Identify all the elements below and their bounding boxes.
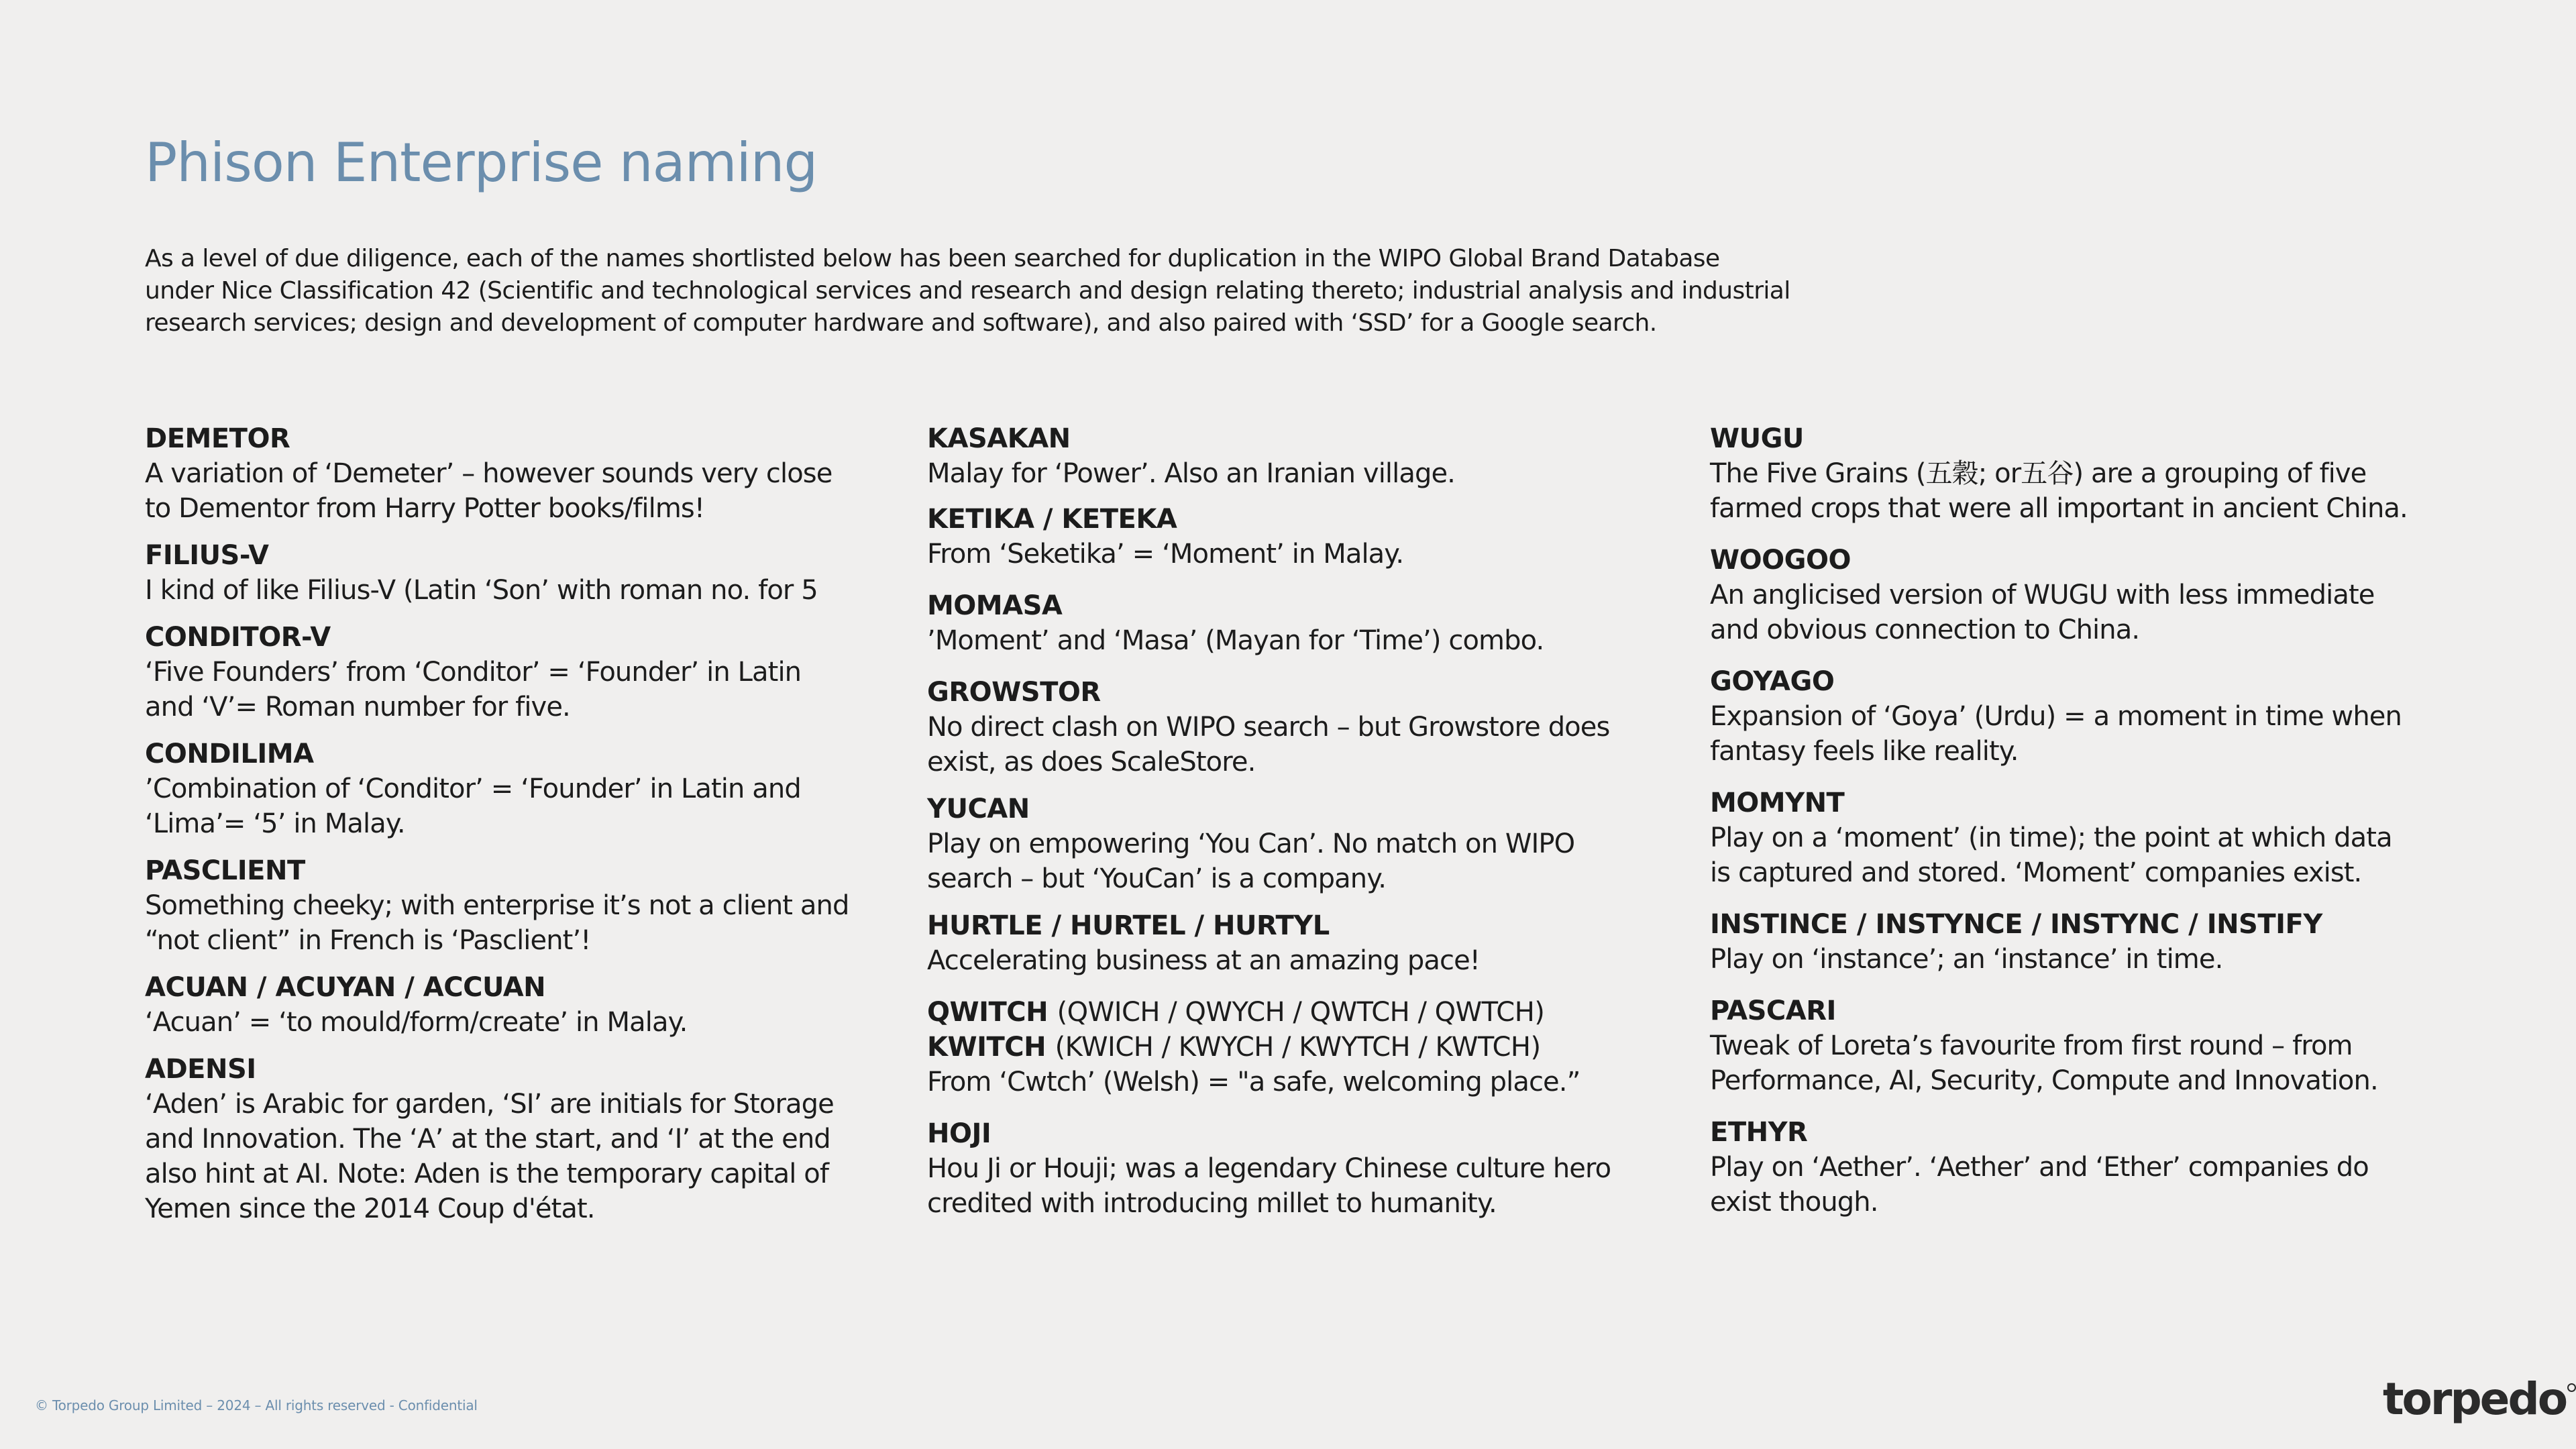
intro-line: research services; design and development of computer hardware and software), and also paired with ‘SSD’ for a Google search.: [145, 309, 1657, 337]
desc-line: fantasy feels like reality.: [1710, 736, 2019, 767]
entry-name: YUCAN: [927, 794, 1030, 824]
entry-name: HOJI: [927, 1118, 991, 1149]
name-entry: [145, 620, 869, 724]
entry-name-variants: (KWICH / KWYCH / KWYTCH / KWTCH): [1055, 1032, 1541, 1063]
desc-line: ‘Lima’= ‘5’ in Malay.: [145, 808, 405, 839]
desc-line: ’Moment’ and ‘Masa’ (Mayan for ‘Time’) combo.: [927, 625, 1544, 656]
entry-name: PASCARI: [1710, 996, 1836, 1026]
desc-line: and ‘V’= Roman number for five.: [145, 692, 570, 722]
intro-paragraph: [145, 243, 1835, 339]
entry-description: [1710, 699, 2434, 769]
names-column-1: [145, 421, 869, 1226]
entry-name: CONDILIMA: [145, 739, 314, 769]
entry-name: GROWSTOR: [927, 677, 1101, 708]
desc-line: The Five Grains (五穀; or五谷) are a grouping of five: [1710, 458, 2367, 489]
entry-description: [927, 710, 1652, 780]
desc-line: Expansion of ‘Goya’ (Urdu) = a moment in time when: [1710, 701, 2402, 732]
desc-line: Play on a ‘moment’ (in time); the point at which data: [1710, 822, 2392, 853]
desc-line: ’Combination of ‘Conditor’ = ‘Founder’ in Latin and: [145, 773, 801, 804]
entry-description: [927, 623, 1652, 658]
entry-name: KETIKA / KETEKA: [927, 504, 1177, 535]
entry-name: HURTLE / HURTEL / HURTYL: [927, 910, 1330, 941]
name-entry: [1710, 664, 2434, 769]
entry-description: [1710, 1150, 2434, 1220]
entry-name: PASCLIENT: [145, 855, 305, 886]
entry-description: [1710, 820, 2434, 890]
entry-name: KASAKAN: [927, 423, 1071, 454]
name-entry: [927, 675, 1652, 780]
desc-line: Play on ‘instance’; an ‘instance’ in time.: [1710, 944, 2223, 975]
entry-description: [1710, 578, 2434, 647]
desc-line: also hint at AI. Note: Aden is the temporary capital of: [145, 1159, 828, 1189]
entry-name-primary: KWITCH: [927, 1032, 1046, 1063]
entry-description: [927, 1065, 1652, 1099]
name-entry: [1710, 907, 2434, 977]
desc-line: I kind of like Filius-V (Latin ‘Son’ with roman no. for 5: [145, 575, 818, 606]
entry-name: INSTINCE / INSTYNCE / INSTYNC / INSTIFY: [1710, 909, 2322, 940]
desc-line: and obvious connection to China.: [1710, 614, 2140, 645]
desc-line: is captured and stored. ‘Moment’ companies exist.: [1710, 857, 2362, 888]
torpedo-logo: [2383, 1373, 2576, 1426]
desc-line: Hou Ji or Houji; was a legendary Chinese culture hero: [927, 1153, 1611, 1184]
name-entry: [927, 502, 1652, 572]
name-entry: [1710, 994, 2434, 1098]
entry-name: GOYAGO: [1710, 666, 1835, 697]
desc-line: Malay for ‘Power’. Also an Iranian village.: [927, 458, 1455, 489]
desc-line: An anglicised version of WUGU with less immediate: [1710, 580, 2375, 610]
name-entry: [145, 1052, 869, 1226]
entry-name: [927, 995, 1652, 1030]
intro-line: As a level of due diligence, each of the names shortlisted below has been searched for duplication in the WIPO Global Brand Database: [145, 245, 1720, 272]
desc-line: From ‘Cwtch’ (Welsh) = "a safe, welcoming place.”: [927, 1067, 1580, 1097]
desc-line: exist, as does ScaleStore.: [927, 747, 1256, 777]
entry-name: DEMETOR: [145, 423, 290, 454]
entry-description: [927, 537, 1652, 572]
desc-line: A variation of ‘Demeter’ – however sounds very close: [145, 458, 833, 489]
entry-description: [145, 456, 869, 526]
entry-name-primary: QWITCH: [927, 997, 1049, 1028]
desc-line: exist though.: [1710, 1187, 1878, 1218]
desc-line: Tweak of Loreta’s favourite from first round – from: [1710, 1030, 2353, 1061]
page-title: Phison Enterprise naming: [145, 131, 818, 194]
entry-name: WOOGOO: [1710, 545, 1851, 576]
logo-wordmark: torpedo: [2383, 1373, 2567, 1425]
entry-description: [927, 456, 1652, 491]
entry-name: ADENSI: [145, 1054, 256, 1085]
desc-line: Play on ‘Aether’. ‘Aether’ and ‘Ether’ companies do: [1710, 1152, 2369, 1183]
name-entry: [927, 908, 1652, 978]
desc-line: ‘Five Founders’ from ‘Conditor’ = ‘Founder’ in Latin: [145, 657, 802, 688]
desc-line: Play on empowering ‘You Can’. No match on WIPO: [927, 828, 1575, 859]
entry-name: MOMASA: [927, 590, 1063, 621]
name-entry: [1710, 786, 2434, 890]
entry-name: FILIUS-V: [145, 540, 269, 571]
entry-description: [145, 1087, 869, 1226]
entry-name: ETHYR: [1710, 1117, 1808, 1148]
copyright-footer: © Torpedo Group Limited – 2024 – All rights reserved - Confidential: [35, 1397, 478, 1413]
entry-description: [145, 655, 869, 724]
entry-description: [145, 573, 869, 608]
desc-line: credited with introducing millet to humanity.: [927, 1188, 1497, 1219]
entry-name: MOMYNT: [1710, 788, 1845, 818]
entry-description: [145, 1005, 869, 1040]
entry-description: [927, 1151, 1652, 1221]
name-entry: [1710, 1115, 2434, 1220]
names-column-3: [1710, 421, 2434, 1220]
desc-line: Yemen since the 2014 Coup d'état.: [145, 1193, 595, 1224]
desc-line: From ‘Seketika’ = ‘Moment’ in Malay.: [927, 539, 1404, 570]
desc-line: ‘Aden’ is Arabic for garden, ‘SI’ are initials for Storage: [145, 1089, 834, 1120]
name-entry: [927, 792, 1652, 896]
entry-name: CONDITOR-V: [145, 622, 331, 653]
name-entry: [927, 1116, 1652, 1221]
intro-line: under Nice Classification 42 (Scientific and technological services and research and design relating thereto; industrial analysis and industrial: [145, 277, 1790, 305]
name-entry: [145, 737, 869, 841]
entry-description: [927, 826, 1652, 896]
name-entry: [927, 588, 1652, 658]
entry-description: [145, 771, 869, 841]
name-entry: [1710, 543, 2434, 647]
name-entry: [145, 970, 869, 1040]
entry-name: [927, 1030, 1652, 1065]
desc-line: Something cheeky; with enterprise it’s not a client and: [145, 890, 849, 921]
entry-description: [927, 943, 1652, 978]
entry-description: [1710, 942, 2434, 977]
names-column-2: [927, 421, 1652, 1221]
name-entry: [145, 853, 869, 958]
desc-line: Performance, AI, Security, Compute and Innovation.: [1710, 1065, 2378, 1096]
name-entry: [145, 538, 869, 608]
entry-description: [1710, 1028, 2434, 1098]
name-entry: [927, 421, 1652, 491]
desc-line: Accelerating business at an amazing pace!: [927, 945, 1480, 976]
desc-line: and Innovation. The ‘A’ at the start, and ‘I’ at the end: [145, 1124, 830, 1155]
entry-name: WUGU: [1710, 423, 1804, 454]
entry-name-variants: (QWICH / QWYCH / QWTCH / QWTCH): [1057, 997, 1545, 1028]
desc-line: search – but ‘YouCan’ is a company.: [927, 863, 1387, 894]
desc-line: “not client” in French is ‘Pasclient’!: [145, 925, 591, 956]
name-entry: [145, 421, 869, 526]
desc-line: to Dementor from Harry Potter books/films!: [145, 493, 704, 524]
name-entry: [927, 995, 1652, 1099]
desc-line: No direct clash on WIPO search – but Growstore does: [927, 712, 1610, 743]
entry-name: ACUAN / ACUYAN / ACCUAN: [145, 972, 546, 1003]
desc-line: farmed crops that were all important in ancient China.: [1710, 493, 2408, 524]
desc-line: ‘Acuan’ = ‘to mould/form/create’ in Malay.: [145, 1007, 688, 1038]
entry-description: [1710, 456, 2434, 526]
entry-description: [145, 888, 869, 958]
name-entry: [1710, 421, 2434, 526]
trademark-dot-icon: [2567, 1383, 2576, 1392]
